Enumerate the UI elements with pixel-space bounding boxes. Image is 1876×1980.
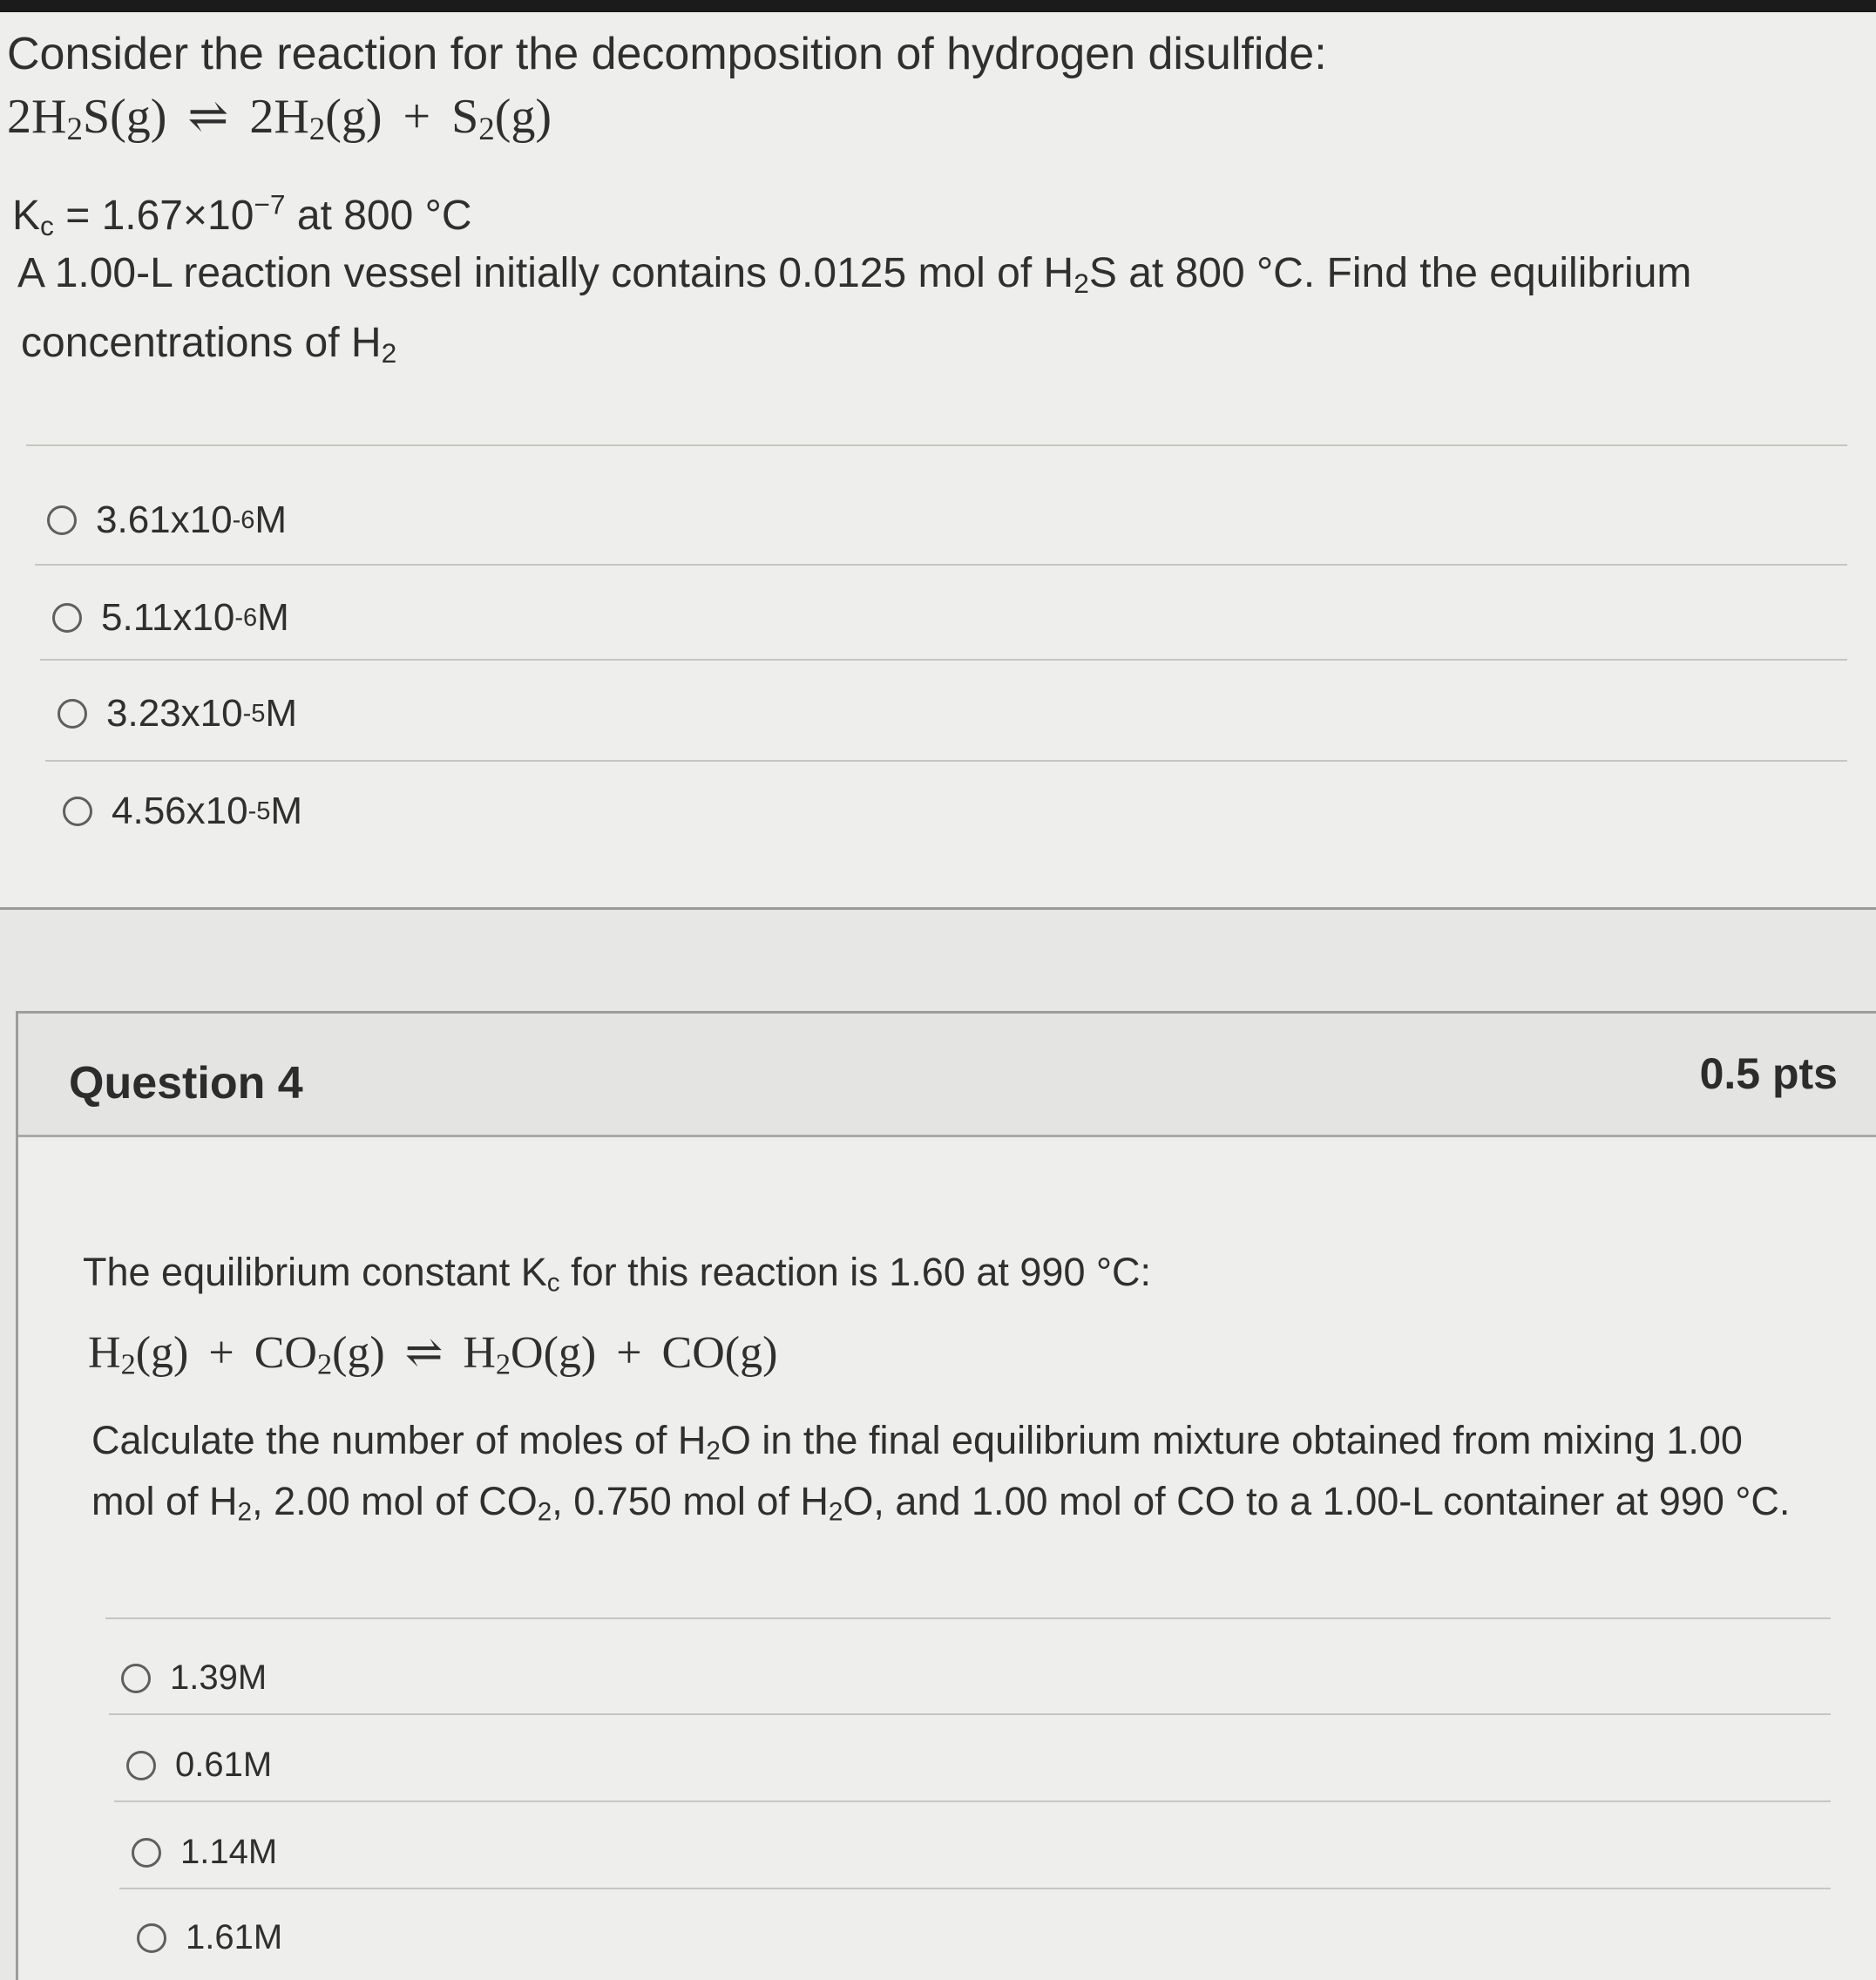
- equilibrium-arrow: ⇌: [404, 1328, 444, 1378]
- option-divider: [45, 760, 1847, 762]
- radio-button[interactable]: [137, 1923, 166, 1953]
- question-3-kc: $K_c = 1.67\times 10^{-7}$ at 800 °C: [12, 188, 472, 241]
- option-divider: [119, 1888, 1831, 1889]
- question-4-prompt: [91, 1410, 1790, 1532]
- prompt-line-1: Calculate the number of moles of $H_2O$ in the final equilibrium mixture obtained from mixing 1.00: [91, 1418, 1743, 1466]
- radio-button[interactable]: [132, 1838, 161, 1868]
- radio-button[interactable]: [47, 505, 77, 535]
- question-title: Question 4: [69, 1058, 303, 1109]
- question-4-equation: $H_2(g) + CO_2(g)$ ⇌ $H_2O(g) + CO(g)$: [88, 1319, 777, 1389]
- answer-option[interactable]: 3.23x10 -5 M: [58, 692, 297, 736]
- option-divider: [35, 564, 1847, 566]
- answer-option[interactable]: 1.61M: [137, 1918, 282, 1957]
- question-3-card: [0, 12, 1876, 910]
- option-divider: [109, 1713, 1831, 1715]
- question-3-prompt-line-2: concentrations of $H_2$: [21, 320, 397, 369]
- radio-button[interactable]: [121, 1664, 151, 1693]
- answer-option[interactable]: 1.14M: [132, 1833, 277, 1872]
- question-4-statement: The equilibrium constant $K_c$ for this reaction is 1.60 at 990 °C:: [83, 1250, 1151, 1298]
- answers-divider: [105, 1617, 1831, 1619]
- prompt-line-2: mol of $H_2$, 2.00 mol of $CO_2$, 0.750 mol of $H_2O$, and 1.00 mol of CO to a 1.00-L container at 990 °C.: [91, 1478, 1791, 1527]
- question-3-intro: Consider the reaction for the decomposition of hydrogen disulfide:: [7, 29, 1327, 79]
- question-points: 0.5 pts: [1699, 1049, 1838, 1098]
- option-divider: [114, 1800, 1831, 1802]
- option-divider: [40, 659, 1847, 661]
- radio-button[interactable]: [63, 797, 92, 826]
- answer-option[interactable]: 1.39M: [121, 1658, 267, 1698]
- answer-option[interactable]: 0.61M: [126, 1746, 272, 1785]
- equilibrium-arrow: ⇌: [187, 90, 229, 144]
- answer-option[interactable]: 4.56x10 -5 M: [63, 790, 302, 833]
- question-4-card: [16, 1011, 1876, 1980]
- question-4-header: [18, 1014, 1876, 1137]
- radio-button[interactable]: [58, 699, 87, 729]
- top-edge-strip: [0, 0, 1876, 12]
- answer-option[interactable]: 5.11x10 -6 M: [52, 596, 289, 640]
- answers-divider: [26, 444, 1847, 446]
- question-3-prompt-line-1: A 1.00-L reaction vessel initially contains 0.0125 mol of $H_2S$ at 800 °C. Find the equilibrium: [17, 250, 1692, 299]
- radio-button[interactable]: [52, 603, 82, 633]
- radio-button[interactable]: [126, 1751, 156, 1780]
- answer-option[interactable]: 3.61x10 -6 M: [47, 498, 287, 542]
- question-3-equation: $2H_2S(g)$ ⇌ $2H_2(g) + S_2(g)$: [7, 90, 552, 147]
